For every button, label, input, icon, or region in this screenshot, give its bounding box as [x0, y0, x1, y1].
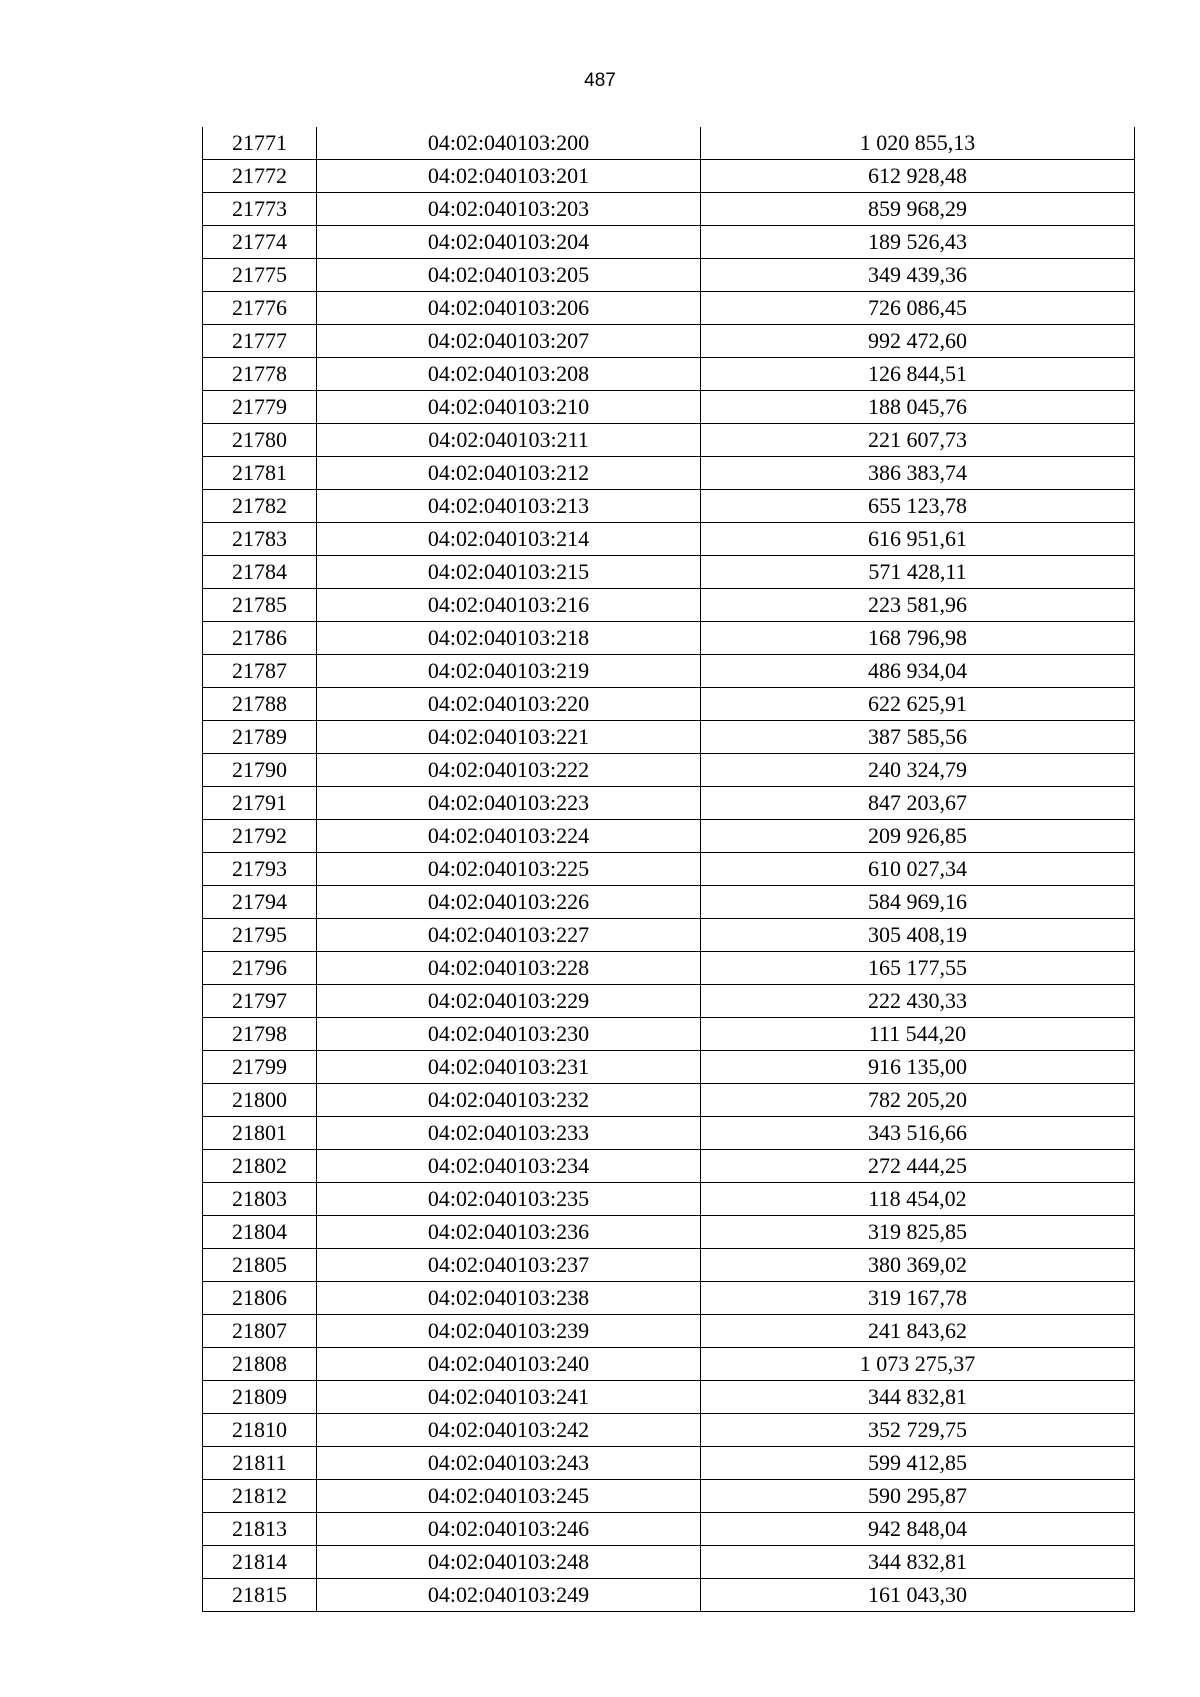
table-row	[203, 358, 1135, 391]
cadastral-value-cell: 380 369,02	[701, 1249, 1135, 1282]
table-row	[203, 424, 1135, 457]
cadastral-number-cell: 04:02:040103:223	[317, 787, 701, 820]
table-row	[203, 160, 1135, 193]
cadastral-number-cell: 04:02:040103:205	[317, 259, 701, 292]
cadastral-number-cell: 04:02:040103:213	[317, 490, 701, 523]
table-row	[203, 1381, 1135, 1414]
cadastral-number-cell: 04:02:040103:230	[317, 1018, 701, 1051]
row-number-cell: 21798	[203, 1018, 317, 1051]
table-row	[203, 457, 1135, 490]
table-row	[203, 1480, 1135, 1513]
cadastral-value-cell: 847 203,67	[701, 787, 1135, 820]
row-number-cell: 21780	[203, 424, 317, 457]
row-number-cell: 21792	[203, 820, 317, 853]
cadastral-number-cell: 04:02:040103:235	[317, 1183, 701, 1216]
row-number-cell: 21805	[203, 1249, 317, 1282]
cadastral-value-cell: 223 581,96	[701, 589, 1135, 622]
row-number-cell: 21781	[203, 457, 317, 490]
cadastral-number-cell: 04:02:040103:246	[317, 1513, 701, 1546]
cadastral-value-cell: 126 844,51	[701, 358, 1135, 391]
row-number-cell: 21794	[203, 886, 317, 919]
table-row	[203, 622, 1135, 655]
cadastral-value-cell: 305 408,19	[701, 919, 1135, 952]
cadastral-value-cell: 610 027,34	[701, 853, 1135, 886]
cadastral-value-cell: 486 934,04	[701, 655, 1135, 688]
cadastral-value-cell: 209 926,85	[701, 820, 1135, 853]
row-number-cell: 21788	[203, 688, 317, 721]
table-row	[203, 688, 1135, 721]
cadastral-value-cell: 387 585,56	[701, 721, 1135, 754]
cadastral-value-cell: 118 454,02	[701, 1183, 1135, 1216]
table-row	[203, 787, 1135, 820]
table-row	[203, 259, 1135, 292]
row-number-cell: 21776	[203, 292, 317, 325]
cadastral-number-cell: 04:02:040103:207	[317, 325, 701, 358]
row-number-cell: 21799	[203, 1051, 317, 1084]
table-body	[203, 127, 1135, 1612]
cadastral-number-cell: 04:02:040103:226	[317, 886, 701, 919]
row-number-cell: 21795	[203, 919, 317, 952]
cadastral-value-cell: 571 428,11	[701, 556, 1135, 589]
cadastral-value-cell: 1 020 855,13	[701, 127, 1135, 160]
cadastral-value-cell: 386 383,74	[701, 457, 1135, 490]
cadastral-value-cell: 782 205,20	[701, 1084, 1135, 1117]
row-number-cell: 21813	[203, 1513, 317, 1546]
row-number-cell: 21777	[203, 325, 317, 358]
table-row	[203, 325, 1135, 358]
table-row	[203, 1183, 1135, 1216]
cadastral-number-cell: 04:02:040103:218	[317, 622, 701, 655]
row-number-cell: 21779	[203, 391, 317, 424]
table-row	[203, 1150, 1135, 1183]
table-row	[203, 193, 1135, 226]
row-number-cell: 21790	[203, 754, 317, 787]
cadastral-number-cell: 04:02:040103:208	[317, 358, 701, 391]
cadastral-value-cell: 612 928,48	[701, 160, 1135, 193]
table-row	[203, 127, 1135, 160]
cadastral-number-cell: 04:02:040103:234	[317, 1150, 701, 1183]
row-number-cell: 21772	[203, 160, 317, 193]
row-number-cell: 21804	[203, 1216, 317, 1249]
row-number-cell: 21773	[203, 193, 317, 226]
table-row	[203, 1249, 1135, 1282]
row-number-cell: 21778	[203, 358, 317, 391]
cadastral-number-cell: 04:02:040103:240	[317, 1348, 701, 1381]
table-row	[203, 1117, 1135, 1150]
cadastral-value-cell: 165 177,55	[701, 952, 1135, 985]
cadastral-number-cell: 04:02:040103:249	[317, 1579, 701, 1612]
cadastral-value-cell: 352 729,75	[701, 1414, 1135, 1447]
row-number-cell: 21806	[203, 1282, 317, 1315]
table-row	[203, 754, 1135, 787]
cadastral-number-cell: 04:02:040103:220	[317, 688, 701, 721]
row-number-cell: 21796	[203, 952, 317, 985]
cadastral-value-cell: 726 086,45	[701, 292, 1135, 325]
cadastral-number-cell: 04:02:040103:224	[317, 820, 701, 853]
row-number-cell: 21785	[203, 589, 317, 622]
cadastral-number-cell: 04:02:040103:231	[317, 1051, 701, 1084]
cadastral-number-cell: 04:02:040103:216	[317, 589, 701, 622]
cadastral-number-cell: 04:02:040103:229	[317, 985, 701, 1018]
cadastral-value-cell: 992 472,60	[701, 325, 1135, 358]
cadastral-number-cell: 04:02:040103:215	[317, 556, 701, 589]
row-number-cell: 21789	[203, 721, 317, 754]
cadastral-number-cell: 04:02:040103:227	[317, 919, 701, 952]
cadastral-number-cell: 04:02:040103:248	[317, 1546, 701, 1579]
cadastral-value-cell: 161 043,30	[701, 1579, 1135, 1612]
row-number-cell: 21809	[203, 1381, 317, 1414]
cadastral-number-cell: 04:02:040103:241	[317, 1381, 701, 1414]
row-number-cell: 21802	[203, 1150, 317, 1183]
cadastral-number-cell: 04:02:040103:219	[317, 655, 701, 688]
table-row	[203, 1051, 1135, 1084]
row-number-cell: 21797	[203, 985, 317, 1018]
row-number-cell: 21791	[203, 787, 317, 820]
cadastral-value-cell: 655 123,78	[701, 490, 1135, 523]
cadastral-number-cell: 04:02:040103:233	[317, 1117, 701, 1150]
cadastral-number-cell: 04:02:040103:245	[317, 1480, 701, 1513]
row-number-cell: 21787	[203, 655, 317, 688]
cadastral-number-cell: 04:02:040103:225	[317, 853, 701, 886]
cadastral-value-cell: 222 430,33	[701, 985, 1135, 1018]
table-row	[203, 1348, 1135, 1381]
row-number-cell: 21812	[203, 1480, 317, 1513]
table-row	[203, 1216, 1135, 1249]
table-row	[203, 886, 1135, 919]
table-row	[203, 721, 1135, 754]
table-row	[203, 820, 1135, 853]
cadastral-value-cell: 343 516,66	[701, 1117, 1135, 1150]
row-number-cell: 21784	[203, 556, 317, 589]
row-number-cell: 21815	[203, 1579, 317, 1612]
row-number-cell: 21810	[203, 1414, 317, 1447]
cadastral-value-cell: 272 444,25	[701, 1150, 1135, 1183]
cadastral-number-cell: 04:02:040103:212	[317, 457, 701, 490]
cadastral-value-cell: 344 832,81	[701, 1546, 1135, 1579]
cadastral-value-cell: 168 796,98	[701, 622, 1135, 655]
row-number-cell: 21808	[203, 1348, 317, 1381]
table-row	[203, 1084, 1135, 1117]
cadastral-value-cell: 859 968,29	[701, 193, 1135, 226]
cadastral-value-cell: 942 848,04	[701, 1513, 1135, 1546]
cadastral-value-table	[202, 127, 1135, 1612]
table-row	[203, 1447, 1135, 1480]
row-number-cell: 21807	[203, 1315, 317, 1348]
row-number-cell: 21782	[203, 490, 317, 523]
table-row	[203, 1282, 1135, 1315]
cadastral-value-cell: 111 544,20	[701, 1018, 1135, 1051]
cadastral-number-cell: 04:02:040103:204	[317, 226, 701, 259]
table-row	[203, 226, 1135, 259]
cadastral-value-cell: 319 825,85	[701, 1216, 1135, 1249]
row-number-cell: 21800	[203, 1084, 317, 1117]
cadastral-number-cell: 04:02:040103:211	[317, 424, 701, 457]
cadastral-value-cell: 616 951,61	[701, 523, 1135, 556]
cadastral-value-cell: 1 073 275,37	[701, 1348, 1135, 1381]
cadastral-number-cell: 04:02:040103:222	[317, 754, 701, 787]
cadastral-number-cell: 04:02:040103:201	[317, 160, 701, 193]
table-row	[203, 490, 1135, 523]
row-number-cell: 21775	[203, 259, 317, 292]
cadastral-number-cell: 04:02:040103:200	[317, 127, 701, 160]
cadastral-value-cell: 584 969,16	[701, 886, 1135, 919]
row-number-cell: 21801	[203, 1117, 317, 1150]
cadastral-number-cell: 04:02:040103:232	[317, 1084, 701, 1117]
row-number-cell: 21771	[203, 127, 317, 160]
row-number-cell: 21803	[203, 1183, 317, 1216]
cadastral-number-cell: 04:02:040103:242	[317, 1414, 701, 1447]
cadastral-number-cell: 04:02:040103:206	[317, 292, 701, 325]
table-row	[203, 589, 1135, 622]
table-row	[203, 523, 1135, 556]
cadastral-number-cell: 04:02:040103:203	[317, 193, 701, 226]
table-row	[203, 1414, 1135, 1447]
table-row	[203, 1315, 1135, 1348]
table-row	[203, 985, 1135, 1018]
cadastral-value-cell: 916 135,00	[701, 1051, 1135, 1084]
page-number: 487	[584, 70, 616, 91]
cadastral-number-cell: 04:02:040103:228	[317, 952, 701, 985]
cadastral-value-cell: 590 295,87	[701, 1480, 1135, 1513]
table-row	[203, 1579, 1135, 1612]
table-row	[203, 1546, 1135, 1579]
cadastral-value-cell: 240 324,79	[701, 754, 1135, 787]
cadastral-value-cell: 344 832,81	[701, 1381, 1135, 1414]
cadastral-number-cell: 04:02:040103:236	[317, 1216, 701, 1249]
cadastral-number-cell: 04:02:040103:239	[317, 1315, 701, 1348]
table-row	[203, 292, 1135, 325]
cadastral-value-cell: 319 167,78	[701, 1282, 1135, 1315]
cadastral-value-cell: 189 526,43	[701, 226, 1135, 259]
table-row	[203, 952, 1135, 985]
cadastral-number-cell: 04:02:040103:210	[317, 391, 701, 424]
cadastral-number-cell: 04:02:040103:221	[317, 721, 701, 754]
row-number-cell: 21793	[203, 853, 317, 886]
cadastral-number-cell: 04:02:040103:214	[317, 523, 701, 556]
table-row	[203, 655, 1135, 688]
table-row	[203, 556, 1135, 589]
cadastral-value-cell: 188 045,76	[701, 391, 1135, 424]
row-number-cell: 21783	[203, 523, 317, 556]
cadastral-value-cell: 622 625,91	[701, 688, 1135, 721]
cadastral-number-cell: 04:02:040103:237	[317, 1249, 701, 1282]
table-row	[203, 1018, 1135, 1051]
table-row	[203, 391, 1135, 424]
row-number-cell: 21774	[203, 226, 317, 259]
cadastral-value-cell: 241 843,62	[701, 1315, 1135, 1348]
row-number-cell: 21786	[203, 622, 317, 655]
cadastral-number-cell: 04:02:040103:243	[317, 1447, 701, 1480]
cadastral-number-cell: 04:02:040103:238	[317, 1282, 701, 1315]
cadastral-value-cell: 349 439,36	[701, 259, 1135, 292]
table-row	[203, 919, 1135, 952]
cadastral-value-cell: 599 412,85	[701, 1447, 1135, 1480]
cadastral-value-cell: 221 607,73	[701, 424, 1135, 457]
row-number-cell: 21811	[203, 1447, 317, 1480]
table-row	[203, 853, 1135, 886]
row-number-cell: 21814	[203, 1546, 317, 1579]
table-row	[203, 1513, 1135, 1546]
